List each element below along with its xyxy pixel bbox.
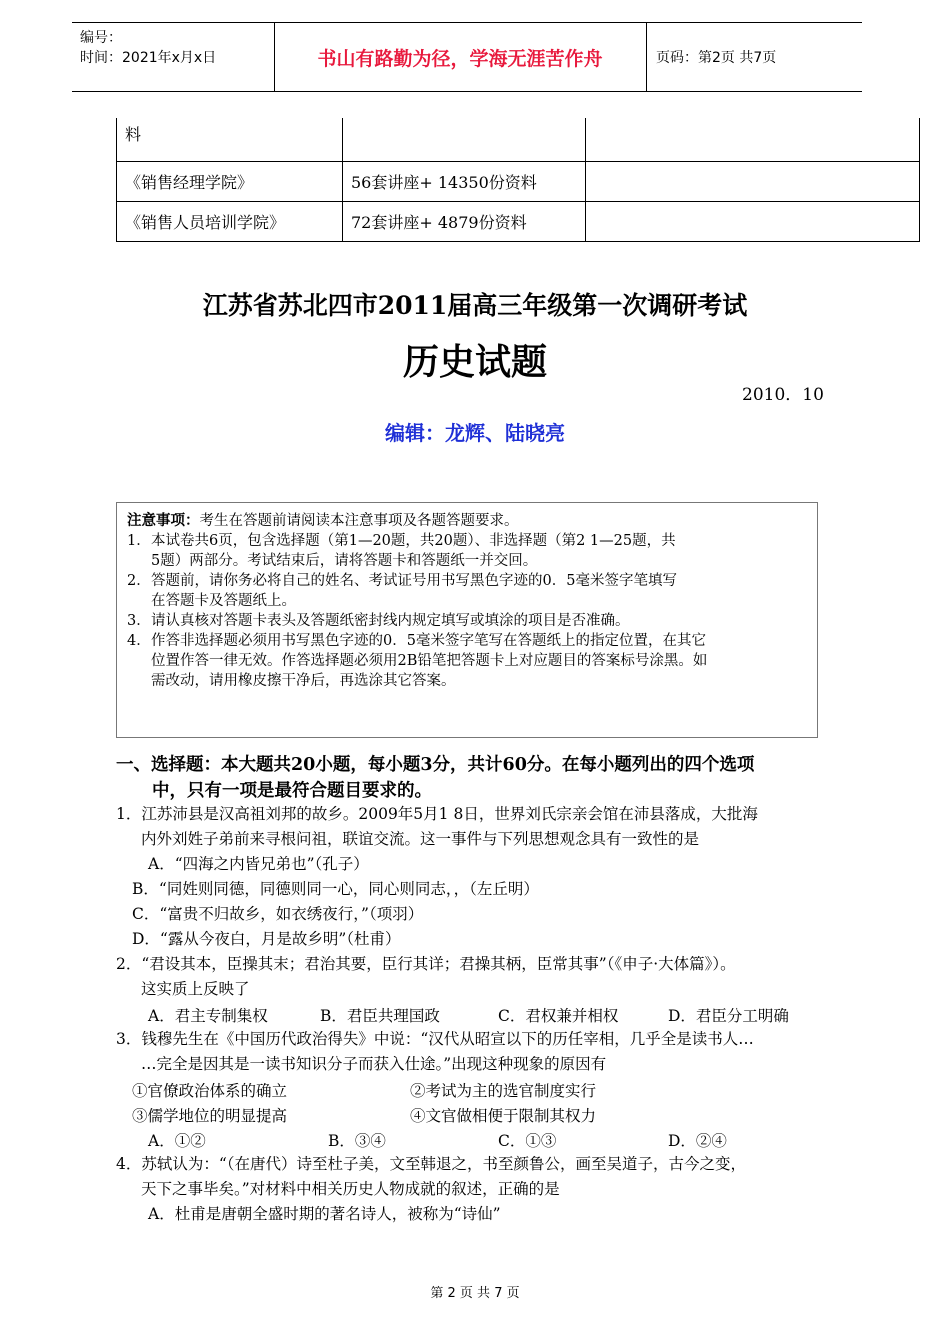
table-row: [117, 202, 920, 242]
table-cell: 《销售经理学院》: [117, 162, 343, 202]
question-1-stem: 内外刘姓子弟前来寻根问祖，联谊交流。这一事件与下列思想观念具有一致性的是: [141, 830, 700, 848]
notice-line: 答题前，请你务必将自己的姓名、考试证号用书写黑色字迹的0．5毫米签字笔填写: [151, 573, 677, 589]
page-header: [72, 22, 862, 92]
table-cell: 56套讲座+ 14350份资料: [343, 162, 586, 202]
table-cell: [586, 162, 920, 202]
exam-date: 2010．10: [742, 385, 824, 405]
notice-item: [117, 531, 817, 571]
question-2-option-d: D．君臣分工明确: [668, 1007, 789, 1025]
exam-title: 江苏省苏北四市2011届高三年级第一次调研考试: [202, 291, 748, 320]
question-2-stem: 2．“君设其本，臣操其末；君治其要，臣行其详；君操其柄，臣常其事”（《申子·大体篇》）。: [116, 955, 736, 973]
time-label: 时间：2021年x月x日: [80, 50, 217, 66]
exam-editor: 编辑：龙辉、陆晓亮: [385, 421, 565, 445]
question-3-option-a: A．①②: [148, 1132, 206, 1150]
question-2-stem: 这实质上反映了: [141, 980, 250, 998]
header-motto: 书山有路勤为径，学海无涯苦作舟: [274, 23, 647, 91]
question-3-option-d: D．②④: [668, 1132, 727, 1150]
table-row: [117, 162, 920, 202]
question-1-option-a: A．“四海之内皆兄弟也”（孔子）: [148, 855, 369, 873]
question-3-statement-2: ②考试为主的选官制度实行: [410, 1082, 597, 1100]
notice-line: 需改动，请用橡皮擦干净后，再选涂其它答案。: [151, 673, 456, 689]
table-cell: [586, 118, 920, 162]
question-3-option-b: B．③④: [328, 1132, 386, 1150]
table-cell: 料: [117, 118, 343, 162]
question-3-stem: 3．钱穆先生在《中国历代政治得失》中说：“汉代从昭宣以下的历任宰相，几乎全是读书人…: [116, 1030, 754, 1048]
notice-heading: [127, 511, 817, 531]
question-2-option-a: A．君主专制集权: [148, 1007, 268, 1025]
question-3-stem: …完全是因其是一读书知识分子而获入仕途。”出现这种现象的原因有: [141, 1055, 607, 1073]
question-1-stem: 1．江苏沛县是汉高祖刘邦的故乡。2009年5月1 8日，世界刘氏宗亲会馆在沛县落成，大批海: [116, 805, 758, 823]
section-heading-line: 一、选择题：本大题共20小题，每小题3分，共计60分。在每小题列出的四个选项: [116, 755, 755, 775]
serial-label: 编号：: [80, 30, 122, 46]
resource-table: [116, 118, 920, 242]
table-row: [117, 118, 920, 162]
notice-item-number: 2．: [127, 573, 151, 589]
page-footer: 第 2 页 共 7 页: [430, 1286, 520, 1301]
section-heading-line: 中，只有一项是最符合题目要求的。: [152, 781, 432, 801]
header-page-info: 页码：第2页 共7页: [656, 50, 777, 66]
exam-subject: 历史试题: [402, 342, 547, 383]
notice-heading-text: 考生在答题前请阅读本注意事项及各题答题要求。: [199, 513, 519, 529]
notice-line: 位置作答一律无效。作答选择题必须用2B铅笔把答题卡上对应题目的答案标号涂黑。如: [151, 653, 708, 669]
notice-line: 本试卷共6页，包含选择题（第1—20题，共20题）、非选择题（第2 1—25题，共: [151, 533, 676, 549]
question-1-option-c: C．“富贵不归故乡，如衣绣夜行，”（项羽）: [132, 905, 424, 923]
table-cell: [586, 202, 920, 242]
table-cell: 《销售人员培训学院》: [117, 202, 343, 242]
notice-line: 在答题卡及答题纸上。: [151, 593, 296, 609]
notice-line: 请认真核对答题卡表头及答题纸密封线内规定填写或填涂的项目是否准确。: [151, 613, 630, 629]
question-4-stem: 天下之事毕矣。”对材料中相关历史人物成就的叙述，正确的是: [141, 1180, 560, 1198]
notice-line: 5题）两部分。考试结束后，请将答题卡和答题纸一并交回。: [151, 553, 538, 569]
notice-heading-label: 注意事项：: [127, 512, 200, 529]
question-1-option-b: B．“同姓则同德，同德则同一心，同心则同志，，（左丘明）: [132, 880, 539, 898]
notice-item: [117, 631, 817, 691]
table-cell: [343, 118, 586, 162]
notice-box: [116, 502, 818, 738]
question-2-option-b: B．君臣共理国政: [320, 1007, 440, 1025]
notice-item: [117, 611, 817, 631]
notice-line: 作答非选择题必须用书写黑色字迹的0．5毫米签字笔写在答题纸上的指定位置，在其它: [151, 633, 706, 649]
question-4-option-a: A．杜甫是唐朝全盛时期的著名诗人，被称为“诗仙”: [148, 1205, 501, 1223]
question-3-option-c: C．①③: [498, 1132, 557, 1150]
question-3-statement-1: ①官僚政治体系的确立: [132, 1082, 288, 1100]
question-1-option-d: D．“露从今夜白，月是故乡明”（杜甫）: [132, 930, 401, 948]
section-heading: [116, 752, 836, 804]
question-2-option-c: C．君权兼并相权: [498, 1007, 619, 1025]
table-cell: 72套讲座+ 4879份资料: [343, 202, 586, 242]
question-3-statement-3: ③儒学地位的明显提高: [132, 1107, 288, 1125]
question-3-statement-4: ④文官做相便于限制其权力: [410, 1107, 597, 1125]
notice-item: [117, 571, 817, 611]
header-meta: [72, 23, 275, 91]
notice-item-number: 1．: [127, 533, 151, 549]
question-4-stem: 4．苏轼认为：“（在唐代）诗至杜子美，文至韩退之，书至颜鲁公，画至吴道子，古今之变，: [116, 1155, 747, 1173]
notice-item-number: 3．: [127, 613, 151, 629]
notice-item-number: 4．: [127, 633, 151, 649]
